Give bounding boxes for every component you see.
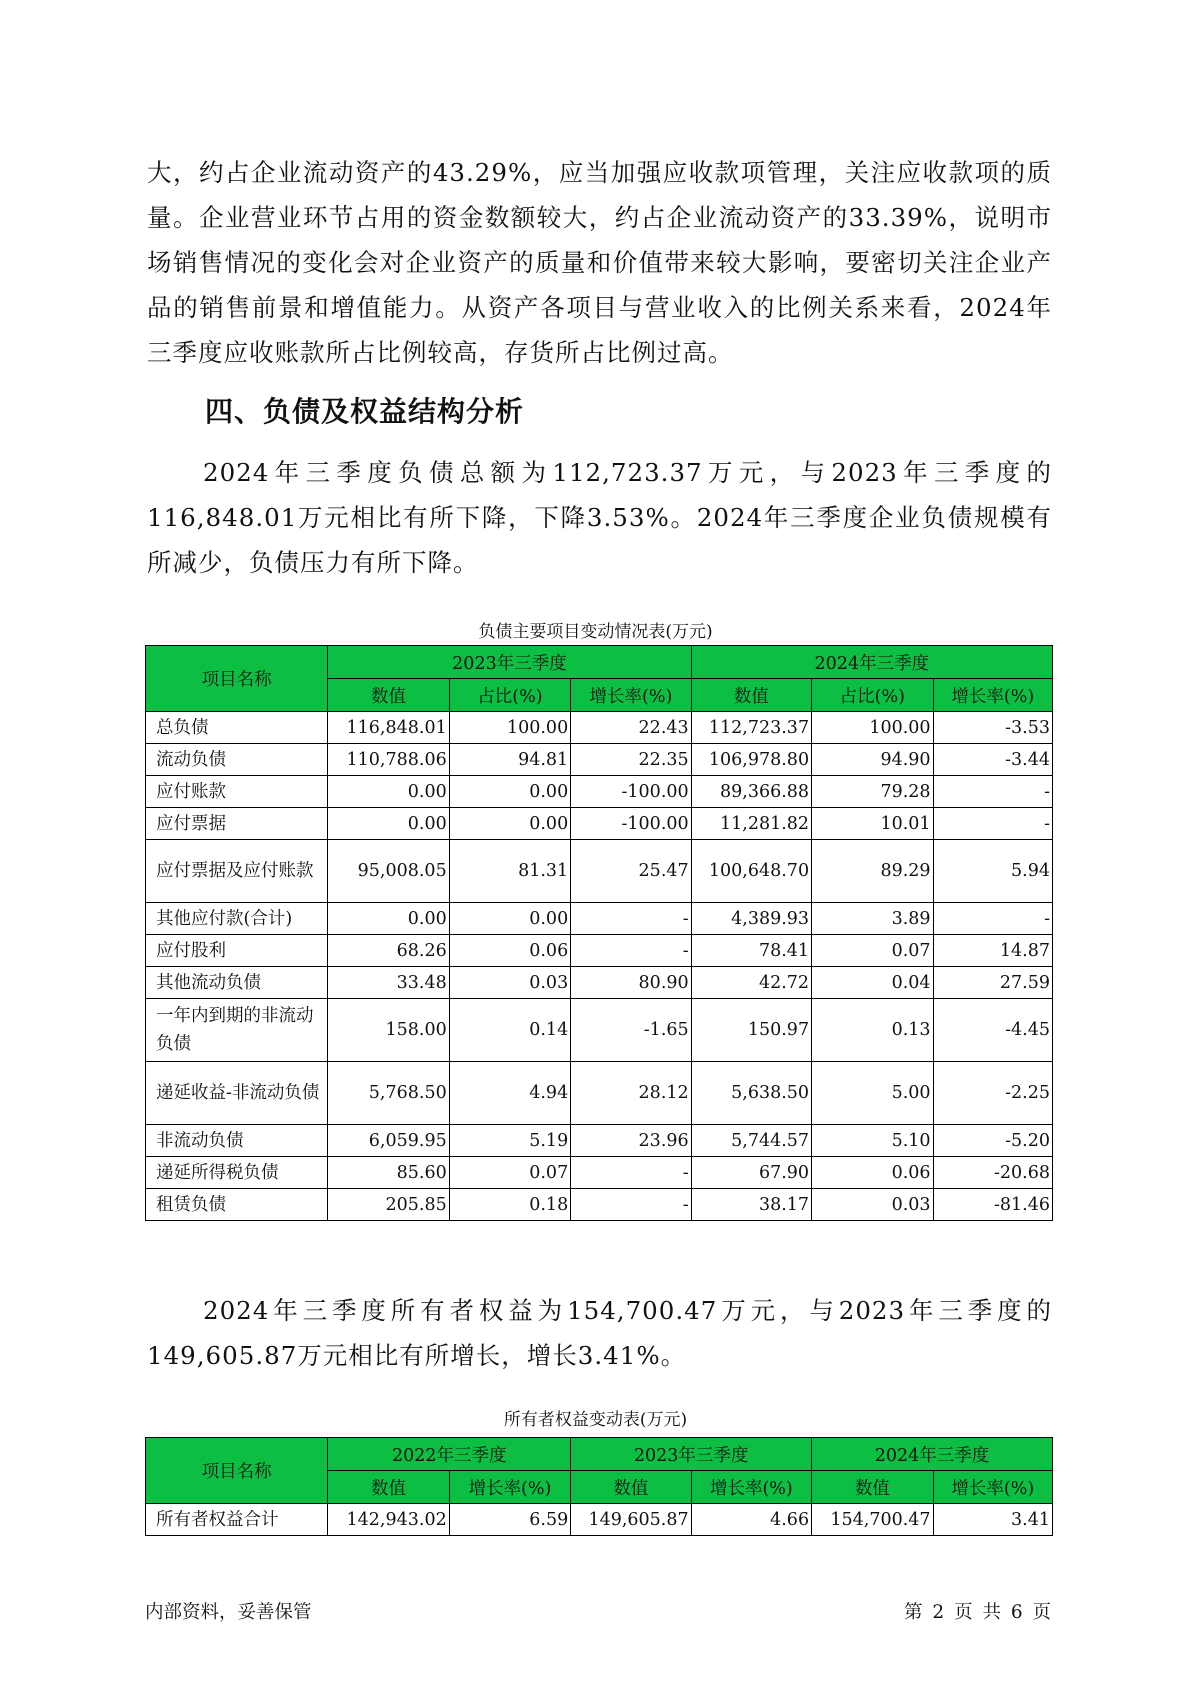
cell: 4.94 bbox=[449, 1062, 570, 1125]
cell: 5,638.50 bbox=[691, 1062, 811, 1125]
item-name-header: 项目名称 bbox=[146, 1438, 328, 1504]
cell: 79.28 bbox=[812, 776, 933, 808]
cell: - bbox=[571, 935, 691, 967]
period-header-2023: 2023年三季度 bbox=[328, 646, 691, 679]
cell: 5,744.57 bbox=[691, 1125, 811, 1157]
cell: 0.06 bbox=[449, 935, 570, 967]
row-label: 应付票据 bbox=[146, 808, 328, 840]
period-header-2024: 2024年三季度 bbox=[812, 1438, 1053, 1471]
cell: 38.17 bbox=[691, 1189, 811, 1221]
cell: 28.12 bbox=[571, 1062, 691, 1125]
cell: 100.00 bbox=[449, 712, 570, 744]
cell: -2.25 bbox=[933, 1062, 1052, 1125]
cell: -3.44 bbox=[933, 744, 1052, 776]
cell: 0.03 bbox=[812, 1189, 933, 1221]
cell: 3.41 bbox=[933, 1504, 1052, 1536]
cell: 95,008.05 bbox=[328, 840, 449, 903]
row-label: 应付账款 bbox=[146, 776, 328, 808]
cell: 158.00 bbox=[328, 999, 449, 1062]
table-row bbox=[146, 999, 1053, 1062]
cell: 0.07 bbox=[449, 1157, 570, 1189]
cell: 0.18 bbox=[449, 1189, 570, 1221]
cell: 5.00 bbox=[812, 1062, 933, 1125]
cell: -81.46 bbox=[933, 1189, 1052, 1221]
page-number: 第 2 页 共 6 页 bbox=[904, 1602, 1051, 1623]
cell: 85.60 bbox=[328, 1157, 449, 1189]
sub-header: 数值 bbox=[812, 1471, 933, 1504]
row-label: 所有者权益合计 bbox=[146, 1504, 328, 1536]
equity-paragraph: 2024年三季度所有者权益为154,700.47万元，与2023年三季度的149,605.87万元相比有所增长，增长3.41%。 bbox=[147, 1296, 1052, 1370]
cell: 106,978.80 bbox=[691, 744, 811, 776]
cell: 67.90 bbox=[691, 1157, 811, 1189]
cell: 27.59 bbox=[933, 967, 1052, 999]
table-row bbox=[146, 1157, 1053, 1189]
table-row bbox=[146, 1062, 1053, 1125]
table-row bbox=[146, 776, 1053, 808]
cell: -4.45 bbox=[933, 999, 1052, 1062]
cell: -100.00 bbox=[571, 808, 691, 840]
sub-header: 数值 bbox=[571, 1471, 691, 1504]
liability-table bbox=[145, 645, 1053, 1221]
cell: 78.41 bbox=[691, 935, 811, 967]
cell: 154,700.47 bbox=[812, 1504, 933, 1536]
cell: 3.89 bbox=[812, 903, 933, 935]
cell: 89.29 bbox=[812, 840, 933, 903]
cell: 11,281.82 bbox=[691, 808, 811, 840]
cell: 205.85 bbox=[328, 1189, 449, 1221]
cell: 22.43 bbox=[571, 712, 691, 744]
cell: 150.97 bbox=[691, 999, 811, 1062]
cell: 6,059.95 bbox=[328, 1125, 449, 1157]
cell: 0.06 bbox=[812, 1157, 933, 1189]
cell: 94.90 bbox=[812, 744, 933, 776]
cell: 0.03 bbox=[449, 967, 570, 999]
cell: 6.59 bbox=[449, 1504, 571, 1536]
cell: - bbox=[933, 903, 1052, 935]
cell: 0.00 bbox=[449, 903, 570, 935]
row-label: 总负债 bbox=[146, 712, 328, 744]
table-row bbox=[146, 808, 1053, 840]
row-label: 租赁负债 bbox=[146, 1189, 328, 1221]
table-row bbox=[146, 903, 1053, 935]
cell: 22.35 bbox=[571, 744, 691, 776]
cell: 142,943.02 bbox=[328, 1504, 449, 1536]
cell: 5.10 bbox=[812, 1125, 933, 1157]
cell: 0.14 bbox=[449, 999, 570, 1062]
sub-header: 增长率(%) bbox=[449, 1471, 571, 1504]
cell: 5.94 bbox=[933, 840, 1052, 903]
row-label: 递延收益-非流动负债 bbox=[146, 1062, 328, 1125]
table2-caption: 所有者权益变动表(万元) bbox=[503, 1410, 688, 1430]
cell: 0.00 bbox=[449, 808, 570, 840]
sub-header: 占比(%) bbox=[449, 679, 570, 712]
table-row bbox=[146, 744, 1053, 776]
sub-header: 数值 bbox=[691, 679, 811, 712]
sub-header: 占比(%) bbox=[812, 679, 933, 712]
cell: 14.87 bbox=[933, 935, 1052, 967]
cell: 0.00 bbox=[328, 808, 449, 840]
cell: 33.48 bbox=[328, 967, 449, 999]
equity-table bbox=[145, 1437, 1053, 1536]
cell: - bbox=[571, 903, 691, 935]
cell: - bbox=[933, 776, 1052, 808]
period-header-2023: 2023年三季度 bbox=[571, 1438, 812, 1471]
row-label: 流动负债 bbox=[146, 744, 328, 776]
table-row bbox=[146, 712, 1053, 744]
cell: 80.90 bbox=[571, 967, 691, 999]
cell: 100.00 bbox=[812, 712, 933, 744]
cell: 68.26 bbox=[328, 935, 449, 967]
period-header-2024: 2024年三季度 bbox=[691, 646, 1052, 679]
cell: 0.00 bbox=[449, 776, 570, 808]
cell: 10.01 bbox=[812, 808, 933, 840]
cell: 25.47 bbox=[571, 840, 691, 903]
row-label: 非流动负债 bbox=[146, 1125, 328, 1157]
section-heading: 四、负债及权益结构分析 bbox=[205, 395, 525, 428]
cell: 149,605.87 bbox=[571, 1504, 691, 1536]
sub-header: 增长率(%) bbox=[933, 679, 1052, 712]
cell: -1.65 bbox=[571, 999, 691, 1062]
cell: 42.72 bbox=[691, 967, 811, 999]
row-label: 应付股利 bbox=[146, 935, 328, 967]
table-row bbox=[146, 840, 1053, 903]
table-row bbox=[146, 1504, 1053, 1536]
footer-confidential-note: 内部资料，妥善保管 bbox=[145, 1602, 312, 1623]
cell: 4,389.93 bbox=[691, 903, 811, 935]
cell: 4.66 bbox=[691, 1504, 811, 1536]
cell: - bbox=[571, 1189, 691, 1221]
cell: - bbox=[933, 808, 1052, 840]
cell: 81.31 bbox=[449, 840, 570, 903]
sub-header: 增长率(%) bbox=[933, 1471, 1052, 1504]
cell: 116,848.01 bbox=[328, 712, 449, 744]
item-name-header: 项目名称 bbox=[146, 646, 328, 712]
cell: -5.20 bbox=[933, 1125, 1052, 1157]
liability-paragraph: 2024年三季度负债总额为112,723.37万元，与2023年三季度的116,848.01万元相比有所下降，下降3.53%。2024年三季度企业负债规模有所减少，负债压力有所下降。 bbox=[147, 458, 1052, 577]
intro-paragraph: 大，约占企业流动资产的43.29%，应当加强应收款项管理，关注应收款项的质量。企业营业环节占用的资金数额较大，约占企业流动资产的33.39%，说明市场销售情况的变化会对企业资产的质量和价值带来较大影响，要密切关注企业产品的销售前景和增值能力。从资产各项目与营业收入的比例关系来看，2024年三季度应收账款所占比例较高，存货所占比例过高。 bbox=[147, 158, 1052, 367]
cell: 0.04 bbox=[812, 967, 933, 999]
cell: -100.00 bbox=[571, 776, 691, 808]
cell: 23.96 bbox=[571, 1125, 691, 1157]
cell: 89,366.88 bbox=[691, 776, 811, 808]
table-row bbox=[146, 967, 1053, 999]
sub-header: 数值 bbox=[328, 1471, 449, 1504]
sub-header: 增长率(%) bbox=[571, 679, 691, 712]
cell: 0.00 bbox=[328, 776, 449, 808]
row-label: 应付票据及应付账款 bbox=[146, 840, 328, 903]
cell: 94.81 bbox=[449, 744, 570, 776]
row-label: 其他流动负债 bbox=[146, 967, 328, 999]
row-label: 一年内到期的非流动负债 bbox=[146, 999, 328, 1062]
table-row bbox=[146, 935, 1053, 967]
cell: 110,788.06 bbox=[328, 744, 449, 776]
cell: 0.00 bbox=[328, 903, 449, 935]
table-row bbox=[146, 1189, 1053, 1221]
sub-header: 增长率(%) bbox=[691, 1471, 811, 1504]
cell: - bbox=[571, 1157, 691, 1189]
cell: -20.68 bbox=[933, 1157, 1052, 1189]
cell: 5.19 bbox=[449, 1125, 570, 1157]
cell: 0.13 bbox=[812, 999, 933, 1062]
cell: 112,723.37 bbox=[691, 712, 811, 744]
cell: 0.07 bbox=[812, 935, 933, 967]
cell: 5,768.50 bbox=[328, 1062, 449, 1125]
row-label: 递延所得税负债 bbox=[146, 1157, 328, 1189]
table-row bbox=[146, 1125, 1053, 1157]
period-header-2022: 2022年三季度 bbox=[328, 1438, 571, 1471]
table1-caption: 负债主要项目变动情况表(万元) bbox=[478, 622, 713, 642]
cell: 100,648.70 bbox=[691, 840, 811, 903]
sub-header: 数值 bbox=[328, 679, 449, 712]
row-label: 其他应付款(合计) bbox=[146, 903, 328, 935]
cell: -3.53 bbox=[933, 712, 1052, 744]
